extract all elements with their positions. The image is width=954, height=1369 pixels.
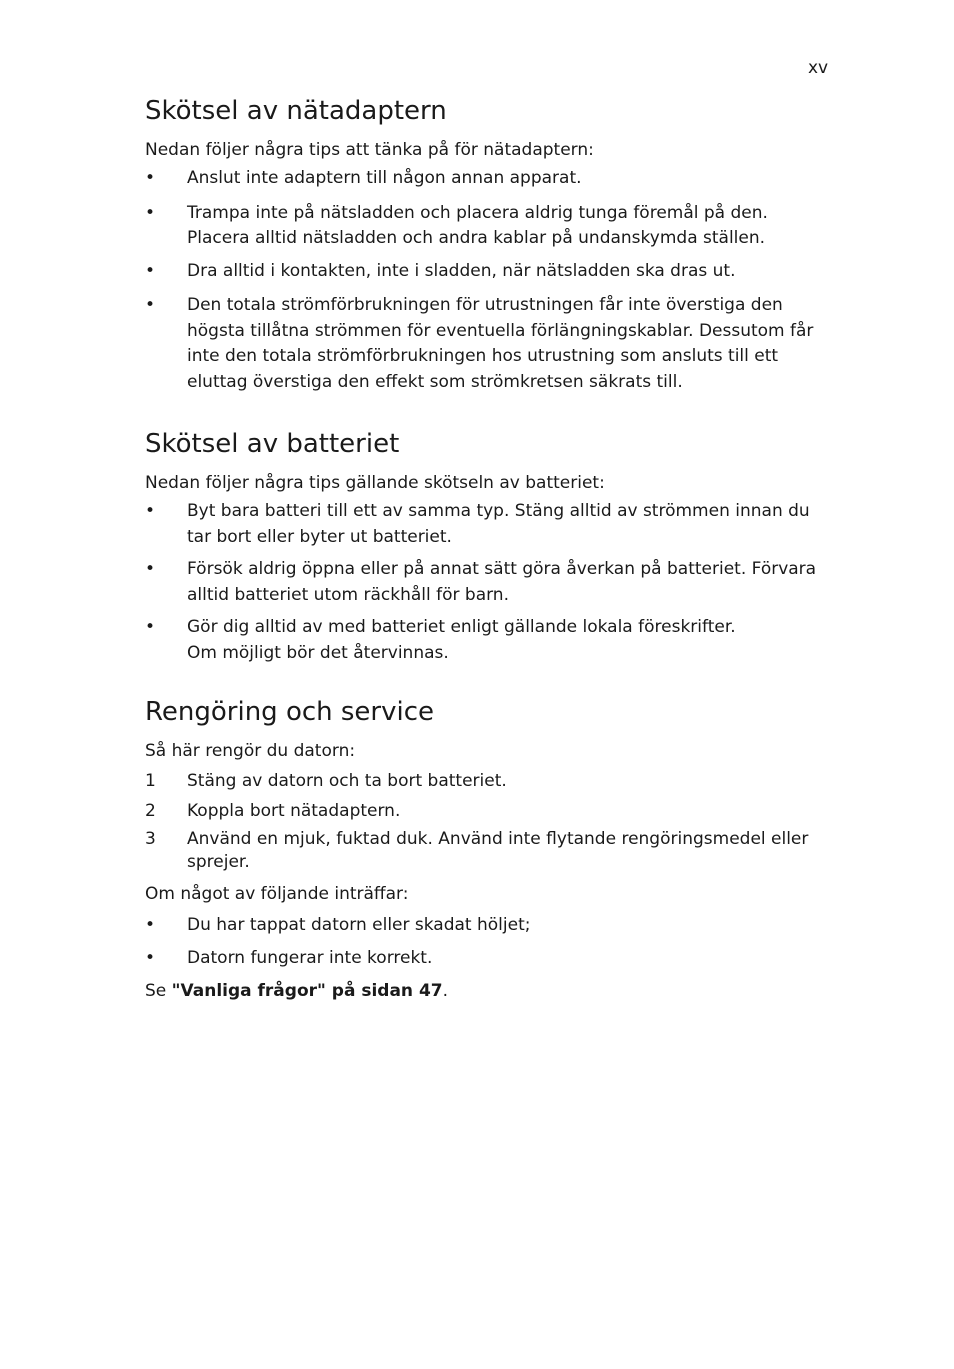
step-item: 3 Använd en mjuk, fuktad duk. Använd inte flytande rengöringsmedel eller sprejer.: [145, 829, 809, 872]
see-also-line: Se "Vanliga frågor" på sidan 47.: [145, 981, 449, 1001]
section-heading-battery: Skötsel av batteriet: [145, 429, 400, 459]
section-heading-cleaning: Rengöring och service: [145, 697, 435, 727]
list-item: • Dra alltid i kontakten, inte i sladden, när nätsladden ska dras ut.: [145, 259, 830, 285]
section-intro-adapter: Nedan följer några tips att tänka på för nätadaptern:: [145, 140, 594, 160]
list-item: • Anslut inte adaptern till någon annan apparat.: [145, 166, 830, 192]
bullet-icon: •: [145, 559, 156, 579]
battery-list: [145, 499, 830, 666]
step-number: 1: [145, 771, 156, 791]
list-item: • Gör dig alltid av med batteriet enligt gällande lokala föreskrifter. Om möjligt bör det återvinnas.: [145, 617, 736, 663]
bullet-icon: •: [145, 295, 156, 315]
bullet-icon: •: [145, 617, 156, 637]
list-item: • Den totala strömförbrukningen för utrustningen får inte överstiga den högsta tillåtna strömmen för eventuella förlängningskablar. Dessutom får inte den totala strömförbrukningen hos utrustning som ansluts till ett eluttag överstiga den effekt som strömkretsen säkrats till.: [145, 295, 814, 392]
cleaning-list: [145, 913, 830, 971]
section-intro-cleaning: Så här rengör du datorn:: [145, 741, 356, 761]
step-item: 1 Stäng av datorn och ta bort batteriet.: [145, 769, 830, 795]
list-item: • Du har tappat datorn eller skadat höljet;: [145, 913, 830, 939]
bullet-icon: •: [145, 915, 156, 935]
section-battery: [145, 425, 830, 666]
see-also-link[interactable]: "Vanliga frågor" på sidan 47: [171, 981, 443, 1001]
bullet-icon: •: [145, 501, 156, 521]
section-intro2-cleaning: Om något av följande inträffar:: [145, 884, 409, 904]
list-item: • Trampa inte på nätsladden och placera aldrig tunga föremål på den. Placera alltid nätsladden och andra kablar på undanskymda ställen.: [145, 202, 768, 248]
section-adapter: [145, 92, 830, 395]
bullet-icon: •: [145, 947, 156, 968]
bullet-icon: •: [145, 202, 156, 223]
bullet-icon: •: [145, 168, 156, 188]
list-item: • Datorn fungerar inte korrekt.: [145, 946, 830, 972]
step-item: 2 Koppla bort nätadaptern.: [145, 799, 830, 825]
page-content: [145, 92, 830, 1003]
section-intro-battery: Nedan följer några tips gällande skötseln av batteriet:: [145, 473, 605, 493]
cleaning-steps: [145, 769, 830, 874]
step-number: 2: [145, 800, 156, 821]
list-item: • Försök aldrig öppna eller på annat sätt göra åverkan på batteriet. Förvara alltid batteriet utom räckhåll för barn.: [145, 559, 817, 605]
section-heading-adapter: Skötsel av nätadaptern: [145, 96, 447, 126]
page-number: xv: [808, 58, 829, 78]
bullet-icon: •: [145, 260, 156, 281]
step-number: 3: [145, 829, 156, 849]
adapter-list: [145, 166, 830, 395]
section-cleaning: [145, 693, 830, 1003]
list-item: • Byt bara batteri till ett av samma typ. Stäng alltid av strömmen innan du tar bort eller byter ut batteriet.: [145, 501, 810, 547]
